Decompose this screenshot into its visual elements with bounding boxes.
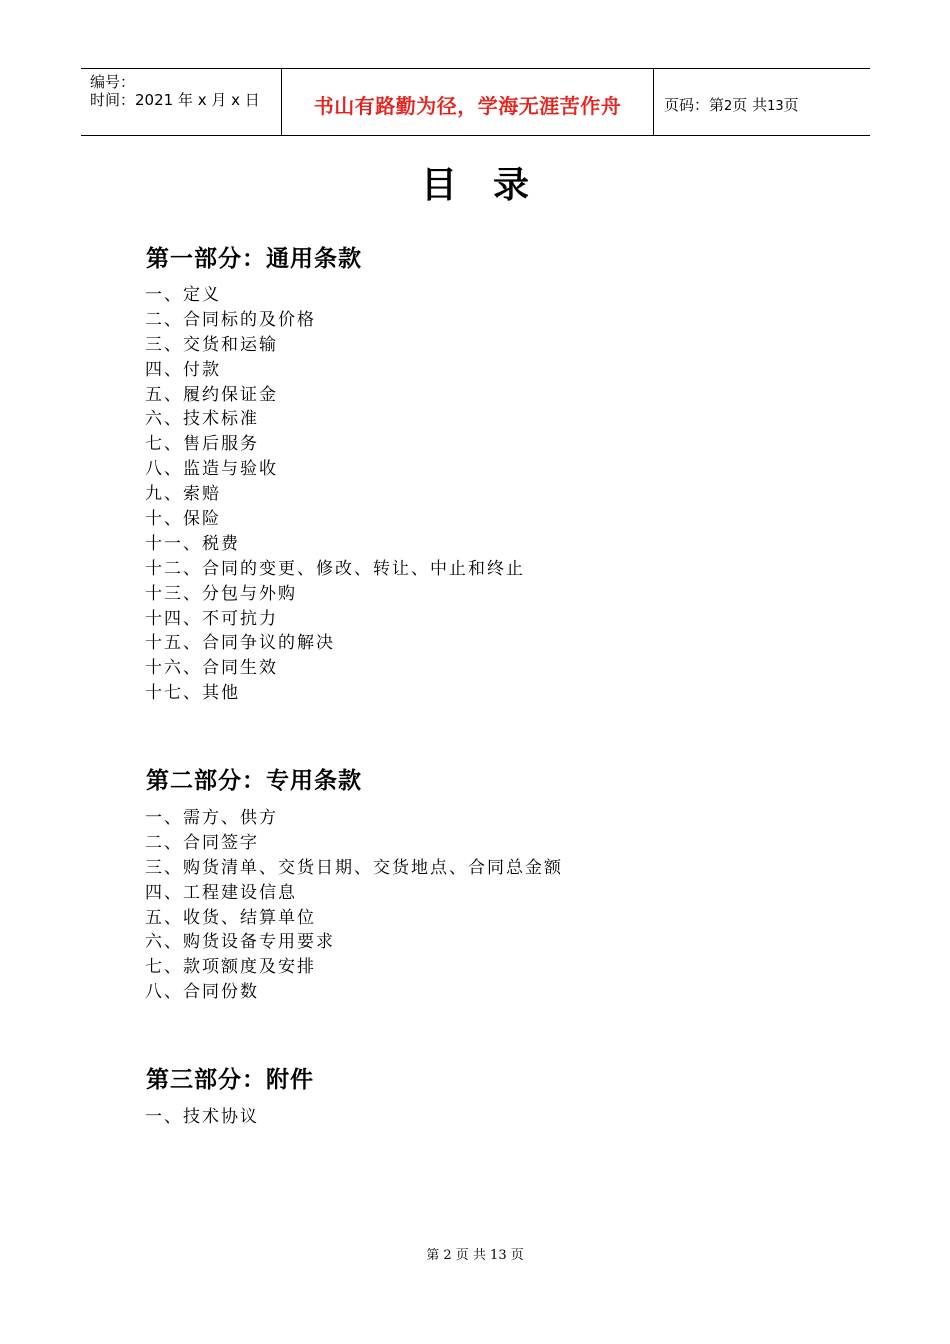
toc-list-part-1 [145, 283, 525, 706]
toc-item: 十三、分包与外购 [145, 583, 297, 604]
document-title: 目录 [420, 165, 565, 206]
header-motto-cell [281, 69, 654, 135]
toc-item: 一、需方、供方 [145, 808, 278, 828]
toc-item: 六、技术标准 [145, 409, 259, 430]
header-motto: 书山有路勤为径，学海无涯苦作舟 [313, 93, 622, 118]
header-meta-cell [81, 69, 281, 135]
page-header [81, 68, 870, 136]
toc-item: 八、合同份数 [145, 982, 259, 1003]
toc-item: 八、监造与验收 [145, 459, 278, 480]
header-page-number [664, 94, 799, 115]
header-page-cell [654, 69, 870, 135]
toc-item: 十四、不可抗力 [145, 608, 278, 629]
page-label-middle: 页 共 [732, 95, 768, 114]
toc-item: 十一、税费 [145, 533, 240, 554]
document-number-label: 编号： [90, 73, 136, 91]
section-heading-part-1: 第一部分：通用条款 [146, 246, 362, 272]
toc-item: 七、款项额度及安排 [145, 957, 316, 978]
toc-list-part-2 [145, 806, 563, 1005]
toc-item: 九、索赔 [145, 484, 221, 505]
toc-item: 六、购货设备专用要求 [145, 932, 335, 953]
page-total: 13 [767, 98, 784, 114]
toc-item: 十二、合同的变更、修改、转让、中止和终止 [145, 558, 525, 579]
page-current: 2 [724, 98, 733, 114]
toc-item: 七、售后服务 [145, 434, 259, 455]
toc-item: 五、收货、结算单位 [145, 907, 316, 928]
document-date-label: 时间：2021 年 x 月 x 日 [90, 91, 260, 109]
page-label-prefix: 页码：第 [664, 95, 725, 114]
toc-item: 十六、合同生效 [145, 658, 278, 679]
toc-item: 十七、其他 [145, 683, 240, 704]
page-footer: 第 2 页 共 13 页 [426, 1248, 524, 1263]
toc-item: 四、付款 [145, 359, 221, 380]
toc-item: 二、合同标的及价格 [145, 309, 316, 330]
toc-item: 十、保险 [145, 509, 221, 530]
toc-item: 三、购货清单、交货日期、交货地点、合同总金额 [145, 857, 563, 878]
page-label-suffix: 页 [783, 95, 799, 114]
toc-item: 五、履约保证金 [145, 384, 278, 405]
toc-item: 三、交货和运输 [145, 334, 278, 355]
section-heading-part-3: 第三部分：附件 [146, 1067, 314, 1093]
toc-item: 一、定义 [145, 285, 221, 305]
toc-list-part-3 [145, 1105, 259, 1130]
toc-item: 二、合同签字 [145, 832, 259, 853]
section-heading-part-2: 第二部分：专用条款 [146, 768, 362, 794]
toc-item: 四、工程建设信息 [145, 882, 297, 903]
toc-item: 一、技术协议 [145, 1107, 259, 1127]
toc-item: 十五、合同争议的解决 [145, 633, 335, 654]
